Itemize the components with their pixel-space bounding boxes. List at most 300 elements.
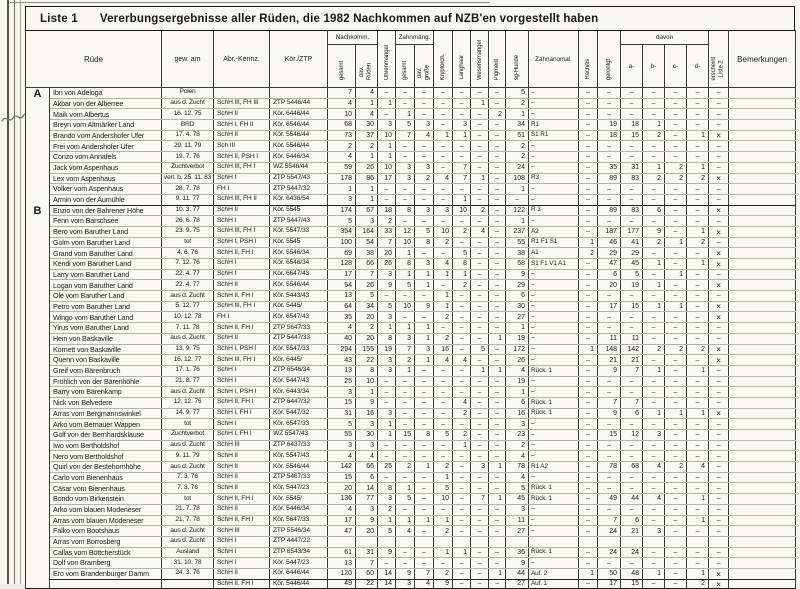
cell: 7 [453,173,471,184]
bemerkung-cell [729,130,796,141]
table-row [26,205,796,216]
cell: Rück. 1 [529,547,579,558]
cell: 2 [643,173,665,184]
grosse-line: große [424,64,430,80]
cell: – [621,98,643,109]
cell: 15 [598,430,621,441]
cell: – [471,162,489,173]
cell: × [709,344,729,355]
cell: 24. 3. 76 [162,568,214,579]
cell: 1 [356,387,378,398]
cell: ZTP 6437/33 [270,440,328,451]
cell: tot [162,419,214,430]
cell: 41 [621,237,643,248]
cell: – [687,184,709,195]
cell: 2 [453,430,471,441]
cell: – [665,226,687,237]
cell: 4 [506,365,529,376]
col-erscheint-liste2 [709,31,729,88]
cell: 1 [396,109,415,120]
cell: – [529,141,579,152]
cell: 1 [396,515,415,526]
cell: 26 [378,259,396,270]
cell: – [643,216,665,227]
cell: – [489,504,506,515]
cell: – [709,141,729,152]
binding-line-3 [20,0,21,584]
cell: 1 [643,120,665,131]
cell: – [665,141,687,152]
cell: 29 [598,248,621,259]
cell: × [709,280,729,291]
cell: 8 [378,333,396,344]
cell: 48 [621,568,643,579]
cell: – [396,152,415,163]
cell: Polen [162,88,214,99]
cell: – [709,547,729,558]
cell: – [579,205,598,216]
cell: 7 [621,365,643,376]
cell: – [579,98,598,109]
top-rule [10,2,490,3]
cell: – [529,194,579,205]
cell: – [471,483,489,494]
cell: ZTP 5547/43 [270,173,328,184]
cell: – [709,323,729,334]
cell: 1 [378,98,396,109]
cell: 1 [687,408,709,419]
cell: – [489,88,506,99]
cell: 29 [621,248,643,259]
cell: – [471,472,489,483]
cell: – [489,184,506,195]
bemerkung-cell [729,558,796,569]
table-row [26,526,796,537]
cell: – [579,483,598,494]
cell: – [643,291,665,302]
cell: 9 [598,365,621,376]
cell: 23. 9. 75 [162,226,214,237]
cell: 4 [506,451,529,462]
cell: R 3 [529,205,579,216]
cell: SchH I [214,216,270,227]
bemerkung-cell [729,280,796,291]
cell: – [598,312,621,323]
bemerkung-cell [729,226,796,237]
cell: 49 [328,579,356,589]
cell: 2 [687,237,709,248]
cell: Kör. 5447/32 [270,408,328,419]
cell: 3 [328,194,356,205]
cell: – [415,408,434,419]
col-wesensmaengel: Wesensmängel [471,31,489,88]
cell: – [489,547,506,558]
cell: 148 [598,344,621,355]
cell: FH I [214,184,270,195]
cell: 16 [506,408,529,419]
cell: – [643,141,665,152]
cell: 10 [328,109,356,120]
cell: × [709,259,729,270]
cell: 1 [665,237,687,248]
cell: 1 [396,248,415,259]
table-row [26,494,796,505]
cell: – [529,472,579,483]
cell: – [453,472,471,483]
cell: 59 [328,162,356,173]
cell: 43 [328,355,356,366]
cell: 2 [356,323,378,334]
cell: 4 [356,109,378,120]
cell: × [709,248,729,259]
cell: – [471,120,489,131]
cell: Kör. 6436/54 [270,194,328,205]
cell: SchH II, FH I [214,494,270,505]
cell: SchH I, PSH I [214,387,270,398]
cell: 3 [396,162,415,173]
cell: Volker vom Aspenhaus [50,184,162,195]
cell: Enzio von der Bahrener Höhe [50,205,162,216]
cell: – [665,312,687,323]
cell: – [471,355,489,366]
cell: 30 [356,430,378,441]
cell: – [598,98,621,109]
cell: 21 [598,355,621,366]
cell: – [529,430,579,441]
cell: – [434,504,453,515]
cell: – [529,504,579,515]
cell: – [579,162,598,173]
cell: 2 [687,173,709,184]
cell: Kör. 5445/ [270,301,328,312]
cell: – [453,504,471,515]
table-row [26,194,796,205]
cell [598,536,621,547]
cell: – [579,333,598,344]
cell: – [489,579,506,589]
cell: 8 [453,259,471,270]
cell: 4 [434,259,453,270]
cell: – [489,173,506,184]
cell: – [489,152,506,163]
cell: 38 [356,248,378,259]
cell: – [665,184,687,195]
cell: Kornett von Baskaville [50,344,162,355]
cell: – [687,120,709,131]
cell: – [643,440,665,451]
cell: aus d. Zucht [162,526,214,537]
cell: 9 [415,301,434,312]
cell: – [598,152,621,163]
cell: 5 [396,280,415,291]
cell: 5 [328,419,356,430]
cell: 68 [621,462,643,473]
cell: Fenn vom Barschsee [50,216,162,227]
cell: – [489,483,506,494]
cell: S1 F1 V1 A1 [529,259,579,270]
bemerkung-cell [729,301,796,312]
cell: – [643,109,665,120]
cell: – [378,376,396,387]
cell: – [434,558,453,569]
bemerkung-cell [729,451,796,462]
cell: 2 [506,152,529,163]
cell: – [434,194,453,205]
cell: – [709,237,729,248]
cell: – [709,397,729,408]
cell: 21 [621,526,643,537]
cell: 4 [328,323,356,334]
bemerkung-cell [729,333,796,344]
cell: – [579,440,598,451]
section-letter [26,579,50,589]
cell: SchH II [214,130,270,141]
cell: 45 [621,259,643,270]
col-zahn-gesamt: gesamt [396,45,415,88]
cell: 4 [415,130,434,141]
table-row [26,248,796,259]
cell: – [396,472,415,483]
bemerkung-cell [729,376,796,387]
cell: 10 [434,226,453,237]
cell: Lex vom Aspenhaus [50,173,162,184]
cell: – [396,440,415,451]
cell: 18 [621,120,643,131]
cell: – [489,226,506,237]
cell: 30 [356,120,378,131]
cell: – [415,291,434,302]
cell: – [415,152,434,163]
cell: 24 [598,547,621,558]
cell: – [489,440,506,451]
cell: 35 [328,312,356,323]
cell [415,536,434,547]
cell: – [621,558,643,569]
table-row [26,579,796,589]
cell: – [471,248,489,259]
bemerkung-cell [729,141,796,152]
cell: – [396,408,415,419]
cell: SchH II, PSH I [214,152,270,163]
cell: 1 [434,547,453,558]
cell: 34 [356,301,378,312]
cell: 17 [328,515,356,526]
cell: 50 [598,568,621,579]
cell: Kör. 6443/34 [270,387,328,398]
cell: 55 [328,430,356,441]
cell: – [665,515,687,526]
cell: – [396,419,415,430]
cell: 1 [506,387,529,398]
cell: Zuchtverbot [162,162,214,173]
cell: – [471,558,489,569]
cell: 1 [506,109,529,120]
cell: – [687,280,709,291]
cell: 4 [415,579,434,589]
cell: 4 [453,397,471,408]
cell: 4 [356,451,378,462]
cell: 5 [434,483,453,494]
cell: – [434,440,453,451]
cell: 122 [506,205,529,216]
cell: – [453,344,471,355]
cell: 4 [434,173,453,184]
cell: aus d. Zucht [162,98,214,109]
cell: 142 [328,462,356,473]
cell: – [621,88,643,99]
table-row [26,387,796,398]
cell: – [709,558,729,569]
cell: 2 [643,344,665,355]
cell: 35 [598,162,621,173]
cell: Grand vom Baruther Land [50,248,162,259]
cell: 1 [579,568,598,579]
cell: 54 [328,280,356,291]
cell: 7 [598,515,621,526]
cell: – [579,301,598,312]
table-row [26,515,796,526]
cell: 1 [415,269,434,280]
cell: 7. 11. 78 [162,323,214,334]
cell: – [643,547,665,558]
cell: – [579,365,598,376]
cell: Rück. 1 [529,397,579,408]
cell: – [665,579,687,589]
cell: 66 [356,259,378,270]
cell: 2 [665,173,687,184]
cell: Kör. 6445/ [270,355,328,366]
cell: 1 [378,419,396,430]
cell: 1 [453,194,471,205]
cell: 33 [378,226,396,237]
liste-label: Liste 1 [40,12,78,25]
col-kryptorch: Kryptorch. [434,31,453,88]
cell: 19. 7. 76 [162,152,214,163]
cell: aus d. Zucht [162,387,214,398]
cell: – [378,440,396,451]
cell: 10 [396,301,415,312]
cell: SchH I [214,376,270,387]
cell: 45 [506,494,529,505]
cell: 4. 6. 76 [162,248,214,259]
cell: 3 [378,355,396,366]
cell: 4 [328,152,356,163]
cell: – [643,483,665,494]
cell: 9. 11. 79 [162,451,214,462]
cell: SchH II, FH I [214,515,270,526]
cell: 9 [506,269,529,280]
cell: – [489,248,506,259]
cell: Hein von Baskaville [50,333,162,344]
cell: – [396,376,415,387]
breeding-results-table [25,30,796,589]
bemerkung-cell [729,344,796,355]
table-row [26,226,796,237]
cell: – [579,408,598,419]
cell: – [453,301,471,312]
cell: 5 [356,291,378,302]
cell: – [579,451,598,462]
cell: – [529,451,579,462]
cell: 78 [506,462,529,473]
cell: – [621,323,643,334]
cell: 9. 11. 77 [162,194,214,205]
cell: 1 [415,323,434,334]
cell [270,88,328,99]
cell: 55 [506,237,529,248]
cell: Arko vom blauen Modeneser [50,504,162,515]
cell: – [579,216,598,227]
cell: Bondo vom Birkenstein [50,494,162,505]
cell: SchH III, FH I [214,301,270,312]
cell [709,536,729,547]
cell: – [665,259,687,270]
table-row [26,323,796,334]
cell: – [415,141,434,152]
cell: 78 [598,462,621,473]
cell: – [643,312,665,323]
cell: SchH III, FH I [214,162,270,173]
cell: 1 [643,408,665,419]
cell: × [709,173,729,184]
cell: – [415,451,434,462]
cell: 4 [453,355,471,366]
cell: SchH III [214,526,270,537]
cell: 5 [328,216,356,227]
table-row [26,120,796,131]
cell: 10 [453,205,471,216]
cell: 7. 12. 76 [162,259,214,270]
cell: – [687,205,709,216]
cell: – [665,451,687,462]
cell: – [579,558,598,569]
cell: 2 [356,141,378,152]
cell: Zuchtverbot [162,430,214,441]
cell: – [489,387,506,398]
cell: SchH II [214,472,270,483]
cell: – [579,109,598,120]
cell [489,536,506,547]
cell: – [453,451,471,462]
bemerkung-cell [729,323,796,334]
cell: – [471,152,489,163]
cell: – [709,387,729,398]
cell: 2 [687,579,709,589]
cell: – [687,355,709,366]
cell: – [709,291,729,302]
cell: 2 [434,333,453,344]
cell: 5 [396,120,415,131]
cell: Kör. 5545 [270,205,328,216]
cell: – [579,88,598,99]
cell: – [471,376,489,387]
cell: × [709,205,729,216]
cell: 1 [378,430,396,441]
cell [453,536,471,547]
cell: – [579,376,598,387]
table-row [26,269,796,280]
cell: – [579,579,598,589]
cell: – [489,419,506,430]
cell: – [529,152,579,163]
cell: – [471,130,489,141]
cell: – [415,387,434,398]
table-row [26,291,796,302]
cell: 51 [506,130,529,141]
cell: – [687,98,709,109]
col-langhaar: Langhaar [453,31,471,88]
cell: 108 [506,173,529,184]
